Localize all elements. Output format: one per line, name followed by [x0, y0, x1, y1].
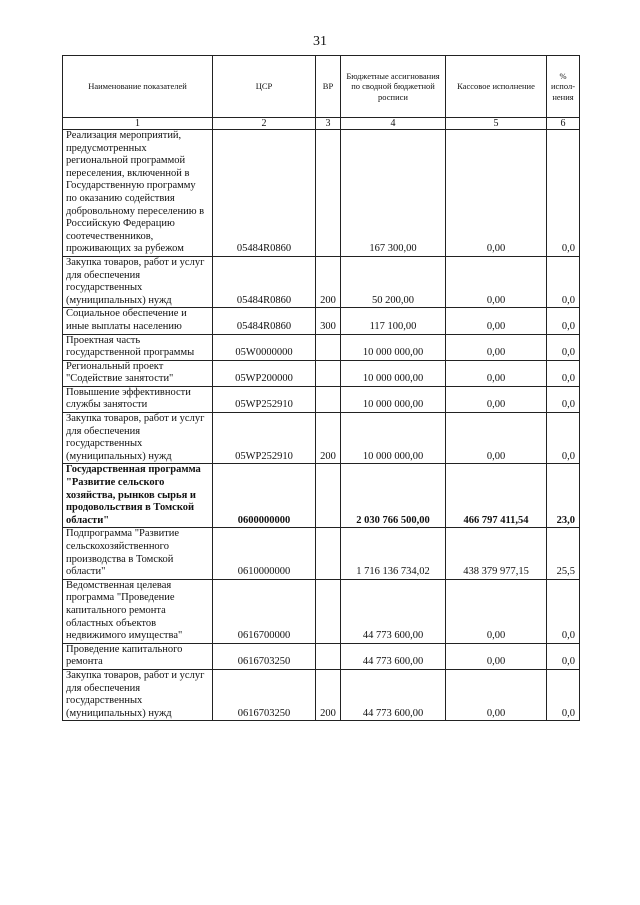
row-budget: 44 773 600,00 [341, 669, 446, 720]
row-csr: 0616703250 [213, 643, 316, 669]
row-percent: 0,0 [547, 643, 580, 669]
row-percent: 23,0 [547, 464, 580, 528]
row-budget: 10 000 000,00 [341, 360, 446, 386]
row-percent: 0,0 [547, 308, 580, 334]
row-vr [316, 464, 341, 528]
row-cash: 0,00 [446, 256, 547, 307]
row-cash: 0,00 [446, 386, 547, 412]
column-number: 4 [341, 118, 446, 130]
budget-table [62, 55, 580, 721]
row-csr: 05W0000000 [213, 334, 316, 360]
row-csr: 05WP252910 [213, 386, 316, 412]
row-name: Реализация мероприятий, предусмотренных региональной программой переселения, включенной в Государственную программу по оказанию содействия добровольному переселению в Российскую Федерацию соотечественников, проживающих за рубежом [63, 130, 213, 257]
page-number: 31 [313, 34, 327, 49]
table-row [63, 643, 580, 669]
row-percent: 25,5 [547, 528, 580, 579]
header-csr: ЦСР [213, 56, 316, 118]
row-vr: 200 [316, 669, 341, 720]
row-vr [316, 386, 341, 412]
header-percent: % испол-нения [547, 56, 580, 118]
row-budget: 2 030 766 500,00 [341, 464, 446, 528]
row-csr: 05484R0860 [213, 256, 316, 307]
row-csr: 0600000000 [213, 464, 316, 528]
table-row [63, 256, 580, 307]
column-number: 5 [446, 118, 547, 130]
row-budget: 10 000 000,00 [341, 334, 446, 360]
row-percent: 0,0 [547, 413, 580, 464]
row-cash: 0,00 [446, 308, 547, 334]
row-cash: 438 379 977,15 [446, 528, 547, 579]
column-number: 1 [63, 118, 213, 130]
row-percent: 0,0 [547, 579, 580, 643]
row-vr [316, 643, 341, 669]
row-vr [316, 528, 341, 579]
table-row [63, 360, 580, 386]
row-cash: 0,00 [446, 334, 547, 360]
table-row [63, 386, 580, 412]
row-cash: 0,00 [446, 360, 547, 386]
row-name: Закупка товаров, работ и услуг для обеспечения государственных (муниципальных) нужд [63, 669, 213, 720]
column-number-row [63, 118, 580, 130]
table-row [63, 579, 580, 643]
row-budget: 167 300,00 [341, 130, 446, 257]
row-percent: 0,0 [547, 334, 580, 360]
row-csr: 05WP252910 [213, 413, 316, 464]
column-number: 3 [316, 118, 341, 130]
row-vr [316, 360, 341, 386]
row-cash: 0,00 [446, 643, 547, 669]
row-vr: 300 [316, 308, 341, 334]
row-vr: 200 [316, 413, 341, 464]
row-csr: 05484R0860 [213, 130, 316, 257]
row-budget: 1 716 136 734,02 [341, 528, 446, 579]
row-name: Подпрограмма "Развитие сельскохозяйственного производства в Томской области" [63, 528, 213, 579]
row-csr: 05484R0860 [213, 308, 316, 334]
table-row [63, 413, 580, 464]
row-name: Закупка товаров, работ и услуг для обеспечения государственных (муниципальных) нужд [63, 256, 213, 307]
header-budget: Бюджетные ассигнования по сводной бюджетной росписи [341, 56, 446, 118]
row-percent: 0,0 [547, 669, 580, 720]
table-row [63, 334, 580, 360]
row-name: Проведение капитального ремонта [63, 643, 213, 669]
row-budget: 10 000 000,00 [341, 413, 446, 464]
row-cash: 0,00 [446, 669, 547, 720]
row-budget: 50 200,00 [341, 256, 446, 307]
table-row [63, 308, 580, 334]
row-budget: 44 773 600,00 [341, 579, 446, 643]
header-name: Наименование показателей [63, 56, 213, 118]
row-budget: 44 773 600,00 [341, 643, 446, 669]
row-cash: 0,00 [446, 130, 547, 257]
row-vr [316, 579, 341, 643]
table-row [63, 130, 580, 257]
row-name: Повышение эффективности службы занятости [63, 386, 213, 412]
row-cash: 0,00 [446, 579, 547, 643]
row-percent: 0,0 [547, 386, 580, 412]
row-name: Государственная программа "Развитие сельского хозяйства, рынков сырья и продовольствия в Томской области" [63, 464, 213, 528]
table-row [63, 464, 580, 528]
row-vr [316, 130, 341, 257]
table-row [63, 669, 580, 720]
row-vr: 200 [316, 256, 341, 307]
row-cash: 0,00 [446, 413, 547, 464]
header-cash: Кассовое исполнение [446, 56, 547, 118]
row-csr: 0616700000 [213, 579, 316, 643]
row-cash: 466 797 411,54 [446, 464, 547, 528]
column-number: 6 [547, 118, 580, 130]
row-csr: 0616703250 [213, 669, 316, 720]
table-row [63, 528, 580, 579]
row-name: Региональный проект "Содействие занятости" [63, 360, 213, 386]
row-percent: 0,0 [547, 130, 580, 257]
row-name: Социальное обеспечение и иные выплаты населению [63, 308, 213, 334]
row-budget: 117 100,00 [341, 308, 446, 334]
row-percent: 0,0 [547, 360, 580, 386]
column-number: 2 [213, 118, 316, 130]
row-name: Ведомственная целевая программа "Проведение капитального ремонта областных объектов недвижимого имущества" [63, 579, 213, 643]
row-vr [316, 334, 341, 360]
row-budget: 10 000 000,00 [341, 386, 446, 412]
row-csr: 0610000000 [213, 528, 316, 579]
row-percent: 0,0 [547, 256, 580, 307]
row-name: Проектная часть государственной программы [63, 334, 213, 360]
row-name: Закупка товаров, работ и услуг для обеспечения государственных (муниципальных) нужд [63, 413, 213, 464]
header-row [63, 56, 580, 118]
header-vr: ВР [316, 56, 341, 118]
row-csr: 05WP200000 [213, 360, 316, 386]
